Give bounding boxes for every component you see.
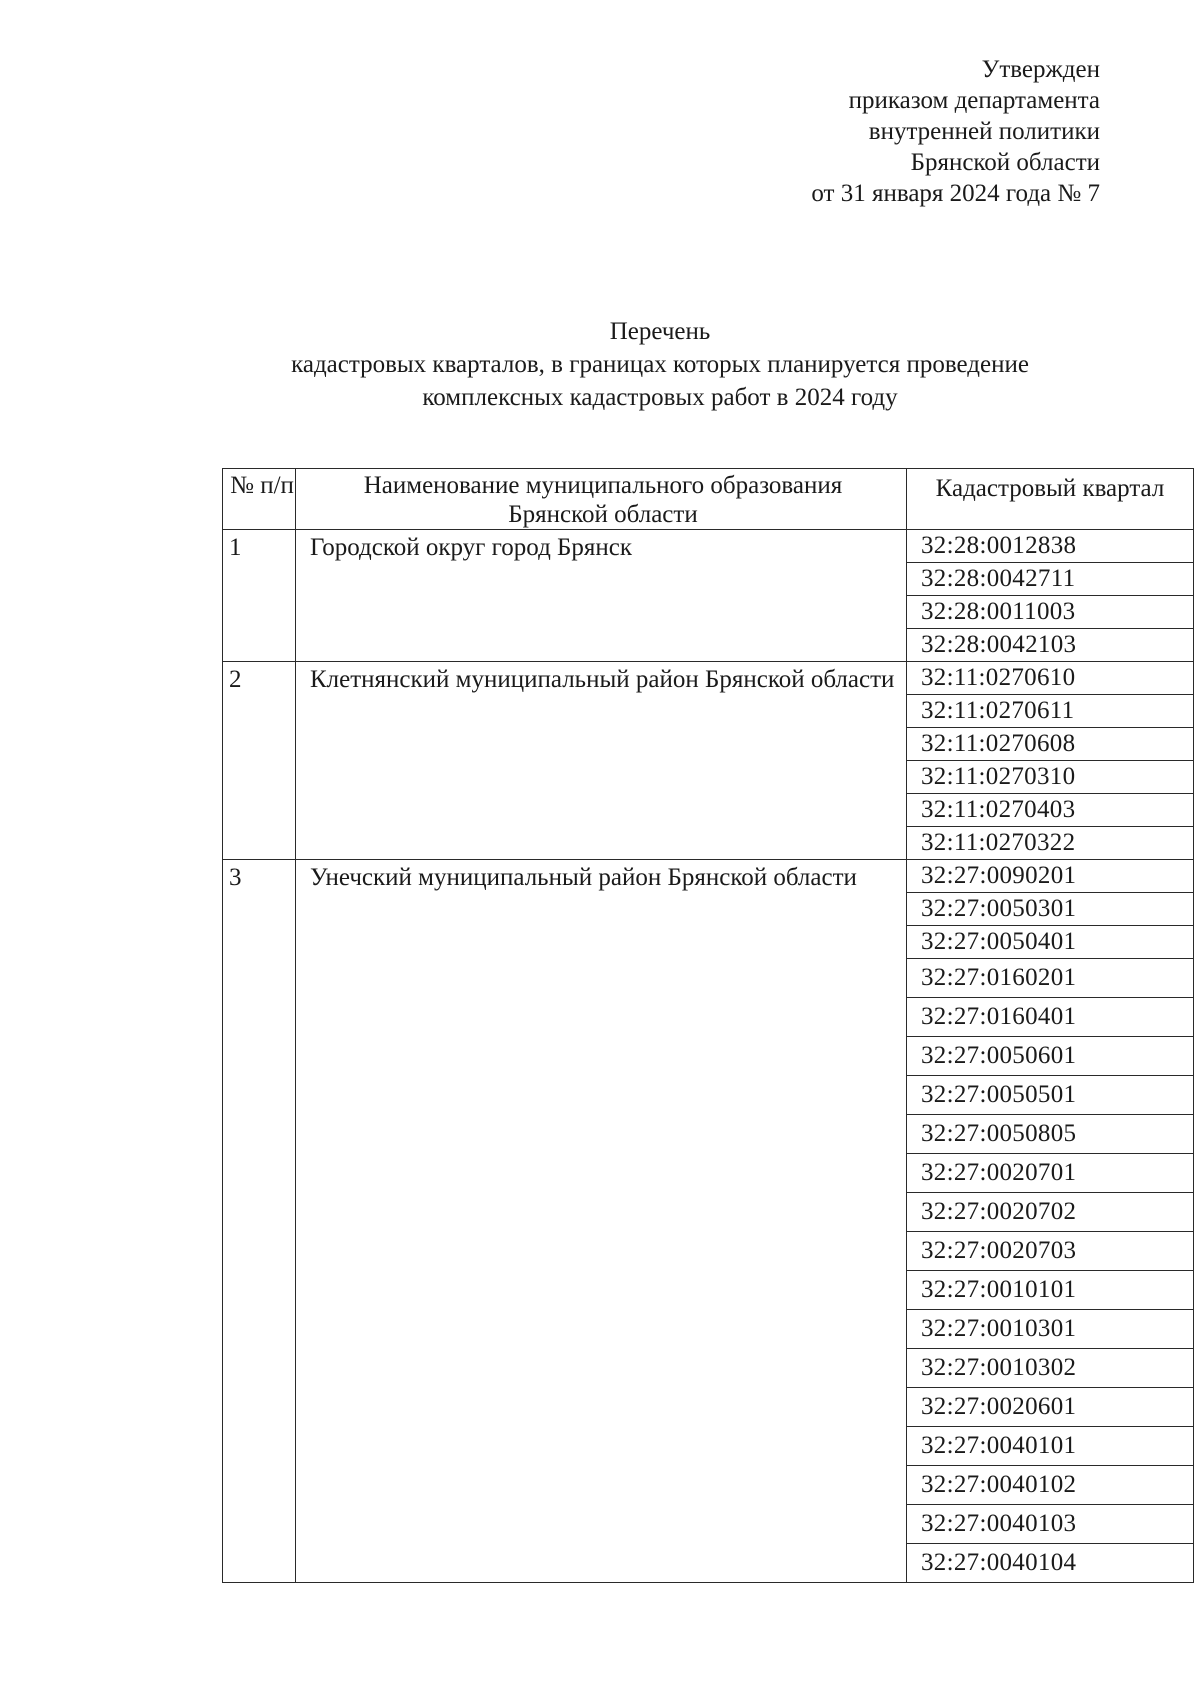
- cadastral-quarter: 32:27:0020703: [907, 1232, 1194, 1271]
- cadastral-quarter: 32:27:0040101: [907, 1427, 1194, 1466]
- document-title: [160, 315, 1160, 414]
- header-name-line: Брянской области: [508, 501, 698, 528]
- cadastral-quarter: 32:27:0040102: [907, 1466, 1194, 1505]
- header-quarter: Кадастровый квартал: [907, 469, 1194, 530]
- cadastral-quarter: 32:11:0270611: [907, 695, 1194, 728]
- approval-line: внутренней политики: [868, 118, 1100, 145]
- cadastral-quarter: 32:27:0050501: [907, 1076, 1194, 1115]
- cadastral-quarter: 32:28:0042711: [907, 563, 1194, 596]
- approval-line: Брянской области: [910, 149, 1100, 176]
- cadastral-quarter: 32:11:0270610: [907, 662, 1194, 695]
- cadastral-quarter: 32:28:0011003: [907, 596, 1194, 629]
- title-line: кадастровых кварталов, в границах которых планируется проведение: [291, 351, 1029, 378]
- cadastral-quarter: 32:27:0020702: [907, 1193, 1194, 1232]
- approval-line: от 31 января 2024 года № 7: [811, 180, 1100, 207]
- table-row: [223, 860, 1194, 893]
- cadastral-quarter: 32:27:0160201: [907, 959, 1194, 998]
- row-number: 3: [223, 860, 296, 1583]
- approval-line: Утвержден: [981, 56, 1100, 83]
- cadastral-quarter: 32:28:0042103: [907, 629, 1194, 662]
- title-line: Перечень: [609, 318, 711, 345]
- cadastral-quarter: 32:11:0270403: [907, 794, 1194, 827]
- cadastral-quarter: 32:11:0270608: [907, 728, 1194, 761]
- row-number: 2: [223, 662, 296, 860]
- cadastral-quarter: 32:27:0050805: [907, 1115, 1194, 1154]
- cadastral-quarter: 32:27:0010301: [907, 1310, 1194, 1349]
- table-row: [223, 530, 1194, 563]
- approval-line: приказом департамента: [848, 87, 1100, 114]
- cadastral-quarter: 32:11:0270322: [907, 827, 1194, 860]
- cadastral-quarter: 32:27:0010101: [907, 1271, 1194, 1310]
- cadastral-quarter: 32:27:0010302: [907, 1349, 1194, 1388]
- cadastral-quarter: 32:28:0012838: [907, 530, 1194, 563]
- header-name: [296, 469, 907, 530]
- cadastral-quarter: 32:11:0270310: [907, 761, 1194, 794]
- cadastral-quarter: 32:27:0050301: [907, 893, 1194, 926]
- title-line: комплексных кадастровых работ в 2024 году: [422, 384, 898, 411]
- cadastral-quarter: 32:27:0020601: [907, 1388, 1194, 1427]
- header-name-line: Наименование муниципального образования: [363, 472, 843, 499]
- cadastral-quarter: 32:27:0040104: [907, 1544, 1194, 1583]
- municipality-name: Городской округ город Брянск: [296, 530, 907, 662]
- approval-stamp: [811, 54, 1100, 209]
- cadastral-quarter: 32:27:0050601: [907, 1037, 1194, 1076]
- municipality-name: Клетнянский муниципальный район Брянской области: [296, 662, 907, 860]
- cadastral-quarter: 32:27:0050401: [907, 926, 1194, 959]
- cadastral-table: [222, 468, 1194, 1583]
- header-num: № п/п: [223, 469, 296, 530]
- row-number: 1: [223, 530, 296, 662]
- cadastral-quarter: 32:27:0160401: [907, 998, 1194, 1037]
- cadastral-quarter: 32:27:0040103: [907, 1505, 1194, 1544]
- municipality-name: Унечский муниципальный район Брянской области: [296, 860, 907, 1583]
- cadastral-quarter: 32:27:0020701: [907, 1154, 1194, 1193]
- table-row: [223, 662, 1194, 695]
- cadastral-quarter: 32:27:0090201: [907, 860, 1194, 893]
- header-row: [223, 469, 1194, 530]
